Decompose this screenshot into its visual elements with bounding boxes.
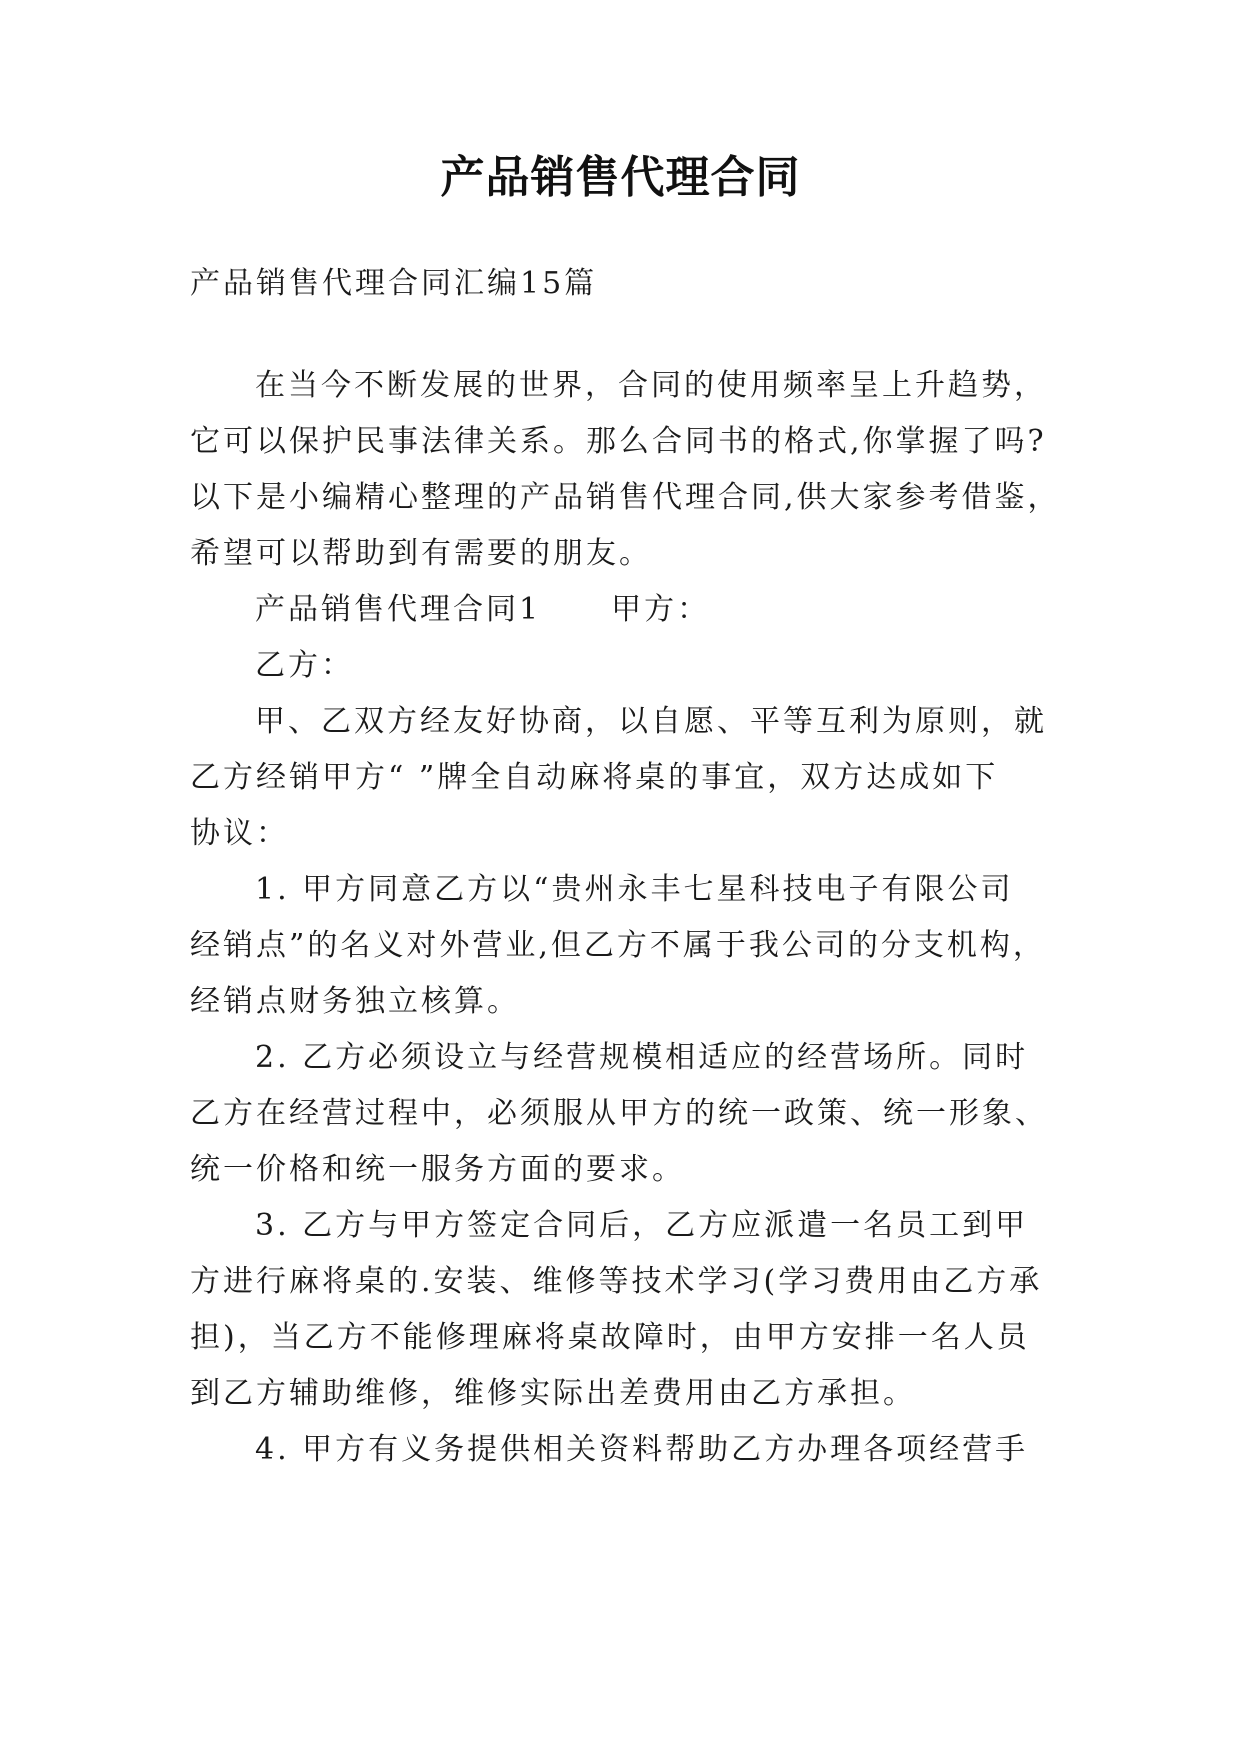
text-line: 乙方经销甲方“ ”牌全自动麻将桌的事宜，双方达成如下 — [190, 760, 999, 795]
clause-line: 经销点财务独立核算。 — [190, 984, 520, 1019]
clause-line: 统一价格和统一服务方面的要求。 — [190, 1152, 685, 1187]
document-subtitle: 产品销售代理合同汇编15篇 — [190, 266, 598, 301]
text-line: 希望可以帮助到有需要的朋友。 — [190, 536, 652, 571]
clause-line: 3. 乙方与甲方签定合同后，乙方应派遣一名员工到甲 — [255, 1208, 1029, 1243]
clause-line: 担)，当乙方不能修理麻将桌故障时，由甲方安排一名人员 — [190, 1320, 1030, 1355]
text-line: 协议： — [190, 816, 289, 851]
clause-line: 1. 甲方同意乙方以“贵州永丰七星科技电子有限公司 — [255, 872, 1014, 907]
text-line: 它可以保护民事法律关系。那么合同书的格式,你掌握了吗? — [190, 424, 1047, 459]
party-a-label: 甲方： — [611, 592, 711, 627]
clause-line: 2. 乙方必须设立与经营规模相适应的经营场所。同时 — [255, 1040, 1029, 1075]
party-b-label: 乙方： — [255, 648, 354, 683]
clause-line: 方进行麻将桌的.安装、维修等技术学习(学习费用由乙方承 — [190, 1264, 1043, 1299]
clause-line: 到乙方辅助维修，维修实际出差费用由乙方承担。 — [190, 1376, 916, 1411]
text-line: 以下是小编精心整理的产品销售代理合同,供大家参考借鉴， — [190, 480, 1061, 515]
clause-line: 乙方在经营过程中，必须服从甲方的统一政策、统一形象、 — [190, 1096, 1048, 1131]
clause-line: 4. 甲方有义务提供相关资料帮助乙方办理各项经营手 — [255, 1432, 1029, 1467]
contract-heading-line — [255, 588, 710, 632]
contract-heading: 产品销售代理合同1 — [255, 592, 542, 627]
text-line: 在当今不断发展的世界，合同的使用频率呈上升趋势， — [255, 368, 1047, 403]
document-title: 产品销售代理合同 — [440, 152, 801, 203]
clause-line: 经销点”的名义对外营业,但乙方不属于我公司的分支机构， — [190, 928, 1046, 963]
text-line: 甲、乙双方经友好协商，以自愿、平等互利为原则，就 — [255, 704, 1047, 739]
